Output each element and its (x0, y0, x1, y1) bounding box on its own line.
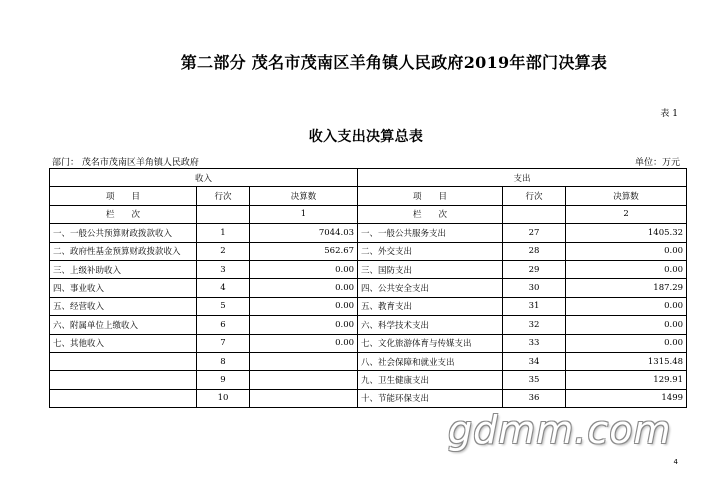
expense-item-cell: 一、一般公共服务支出 (358, 224, 503, 242)
col-header-amount-right: 决算数 (566, 187, 687, 205)
expense-item-cell: 三、国防支出 (358, 260, 503, 278)
expense-amount-cell: 1405.32 (566, 224, 687, 242)
table-row (50, 334, 687, 352)
main-title: 第二部分 茂名市茂南区羊角镇人民政府2019年部门决算表 (180, 53, 608, 72)
income-row-number-cell: 6 (197, 316, 250, 334)
income-item-cell (50, 352, 197, 370)
income-item-cell (50, 389, 197, 407)
table-row (50, 242, 687, 260)
income-row-number-cell: 4 (197, 279, 250, 297)
expense-item-cell: 五、教育支出 (358, 297, 503, 315)
expense-amount-cell: 0.00 (566, 297, 687, 315)
page-number: 4 (673, 458, 678, 466)
income-amount-cell (250, 371, 358, 389)
income-item-cell: 二、政府性基金预算财政拨款收入 (50, 242, 197, 260)
table-row (50, 279, 687, 297)
income-row-number-cell: 2 (197, 242, 250, 260)
lan-left-number: 1 (250, 205, 358, 223)
expense-amount-cell: 1499 (566, 389, 687, 407)
expense-amount-cell: 0.00 (566, 334, 687, 352)
income-row-number-cell: 1 (197, 224, 250, 242)
column-index-row (50, 205, 687, 223)
expense-row-number-cell: 31 (503, 297, 566, 315)
expense-item-cell: 九、卫生健康支出 (358, 371, 503, 389)
income-row-number-cell: 5 (197, 297, 250, 315)
income-item-cell: 三、上级补助收入 (50, 260, 197, 278)
income-item-cell: 四、事业收入 (50, 279, 197, 297)
expense-item-cell: 六、科学技术支出 (358, 316, 503, 334)
income-amount-cell: 562.67 (250, 242, 358, 260)
expense-row-number-cell: 30 (503, 279, 566, 297)
expense-amount-cell: 0.00 (566, 316, 687, 334)
income-row-number-cell: 3 (197, 260, 250, 278)
income-item-cell (50, 371, 197, 389)
col-header-item: 项 目 (50, 187, 197, 205)
table-row (50, 224, 687, 242)
income-amount-cell: 0.00 (250, 279, 358, 297)
income-amount-cell: 0.00 (250, 316, 358, 334)
expense-row-number-cell: 28 (503, 242, 566, 260)
income-amount-cell: 0.00 (250, 334, 358, 352)
income-row-number-cell: 10 (197, 389, 250, 407)
lan-label: 栏 次 (50, 205, 197, 223)
lan-empty-cell (197, 205, 250, 223)
unit-label: 单位：万元 (634, 158, 680, 168)
income-row-number-cell: 8 (197, 352, 250, 370)
expense-item-cell: 八、社会保障和就业支出 (358, 352, 503, 370)
expense-item-cell: 七、文化旅游体育与传媒支出 (358, 334, 503, 352)
expense-item-cell: 二、外交支出 (358, 242, 503, 260)
income-header: 收入 (50, 169, 358, 187)
watermark-logo: gdmm.com (448, 408, 672, 452)
table-row (50, 316, 687, 334)
income-amount-cell: 7044.03 (250, 224, 358, 242)
expense-row-number-cell: 29 (503, 260, 566, 278)
income-item-cell: 六、附属单位上缴收入 (50, 316, 197, 334)
table-row (50, 352, 687, 370)
expense-amount-cell: 187.29 (566, 279, 687, 297)
table-row (50, 389, 687, 407)
expense-row-number-cell: 36 (503, 389, 566, 407)
expense-row-number-cell: 32 (503, 316, 566, 334)
section-header-row (50, 169, 687, 187)
expense-row-number-cell: 34 (503, 352, 566, 370)
income-amount-cell (250, 352, 358, 370)
lan-empty-cell-right (503, 205, 566, 223)
income-row-number-cell: 9 (197, 371, 250, 389)
col-header-item-right: 项 目 (358, 187, 503, 205)
expense-amount-cell: 0.00 (566, 242, 687, 260)
income-row-number-cell: 7 (197, 334, 250, 352)
col-header-amount: 决算数 (250, 187, 358, 205)
table-number: 表 1 (660, 109, 678, 119)
department-label: 部门： 茂名市茂南区羊角镇人民政府 (52, 158, 199, 168)
income-amount-cell: 0.00 (250, 297, 358, 315)
col-header-row-number-right: 行次 (503, 187, 566, 205)
expense-amount-cell: 129.91 (566, 371, 687, 389)
expense-item-cell: 四、公共安全支出 (358, 279, 503, 297)
expense-row-number-cell: 33 (503, 334, 566, 352)
table-row (50, 260, 687, 278)
income-item-cell: 一、一般公共预算财政拨款收入 (50, 224, 197, 242)
lan-right-number: 2 (566, 205, 687, 223)
income-item-cell: 七、其他收入 (50, 334, 197, 352)
table-title: 收入支出决算总表 (308, 129, 424, 145)
expense-item-cell: 十、节能环保支出 (358, 389, 503, 407)
income-amount-cell (250, 389, 358, 407)
income-item-cell: 五、经营收入 (50, 297, 197, 315)
col-header-row-number: 行次 (197, 187, 250, 205)
income-expense-table (49, 168, 687, 408)
table-row (50, 371, 687, 389)
column-header-row (50, 187, 687, 205)
expense-amount-cell: 0.00 (566, 260, 687, 278)
table-row (50, 297, 687, 315)
expense-row-number-cell: 27 (503, 224, 566, 242)
lan-label-right: 栏 次 (358, 205, 503, 223)
expense-header: 支出 (358, 169, 687, 187)
income-amount-cell: 0.00 (250, 260, 358, 278)
expense-amount-cell: 1315.48 (566, 352, 687, 370)
expense-row-number-cell: 35 (503, 371, 566, 389)
